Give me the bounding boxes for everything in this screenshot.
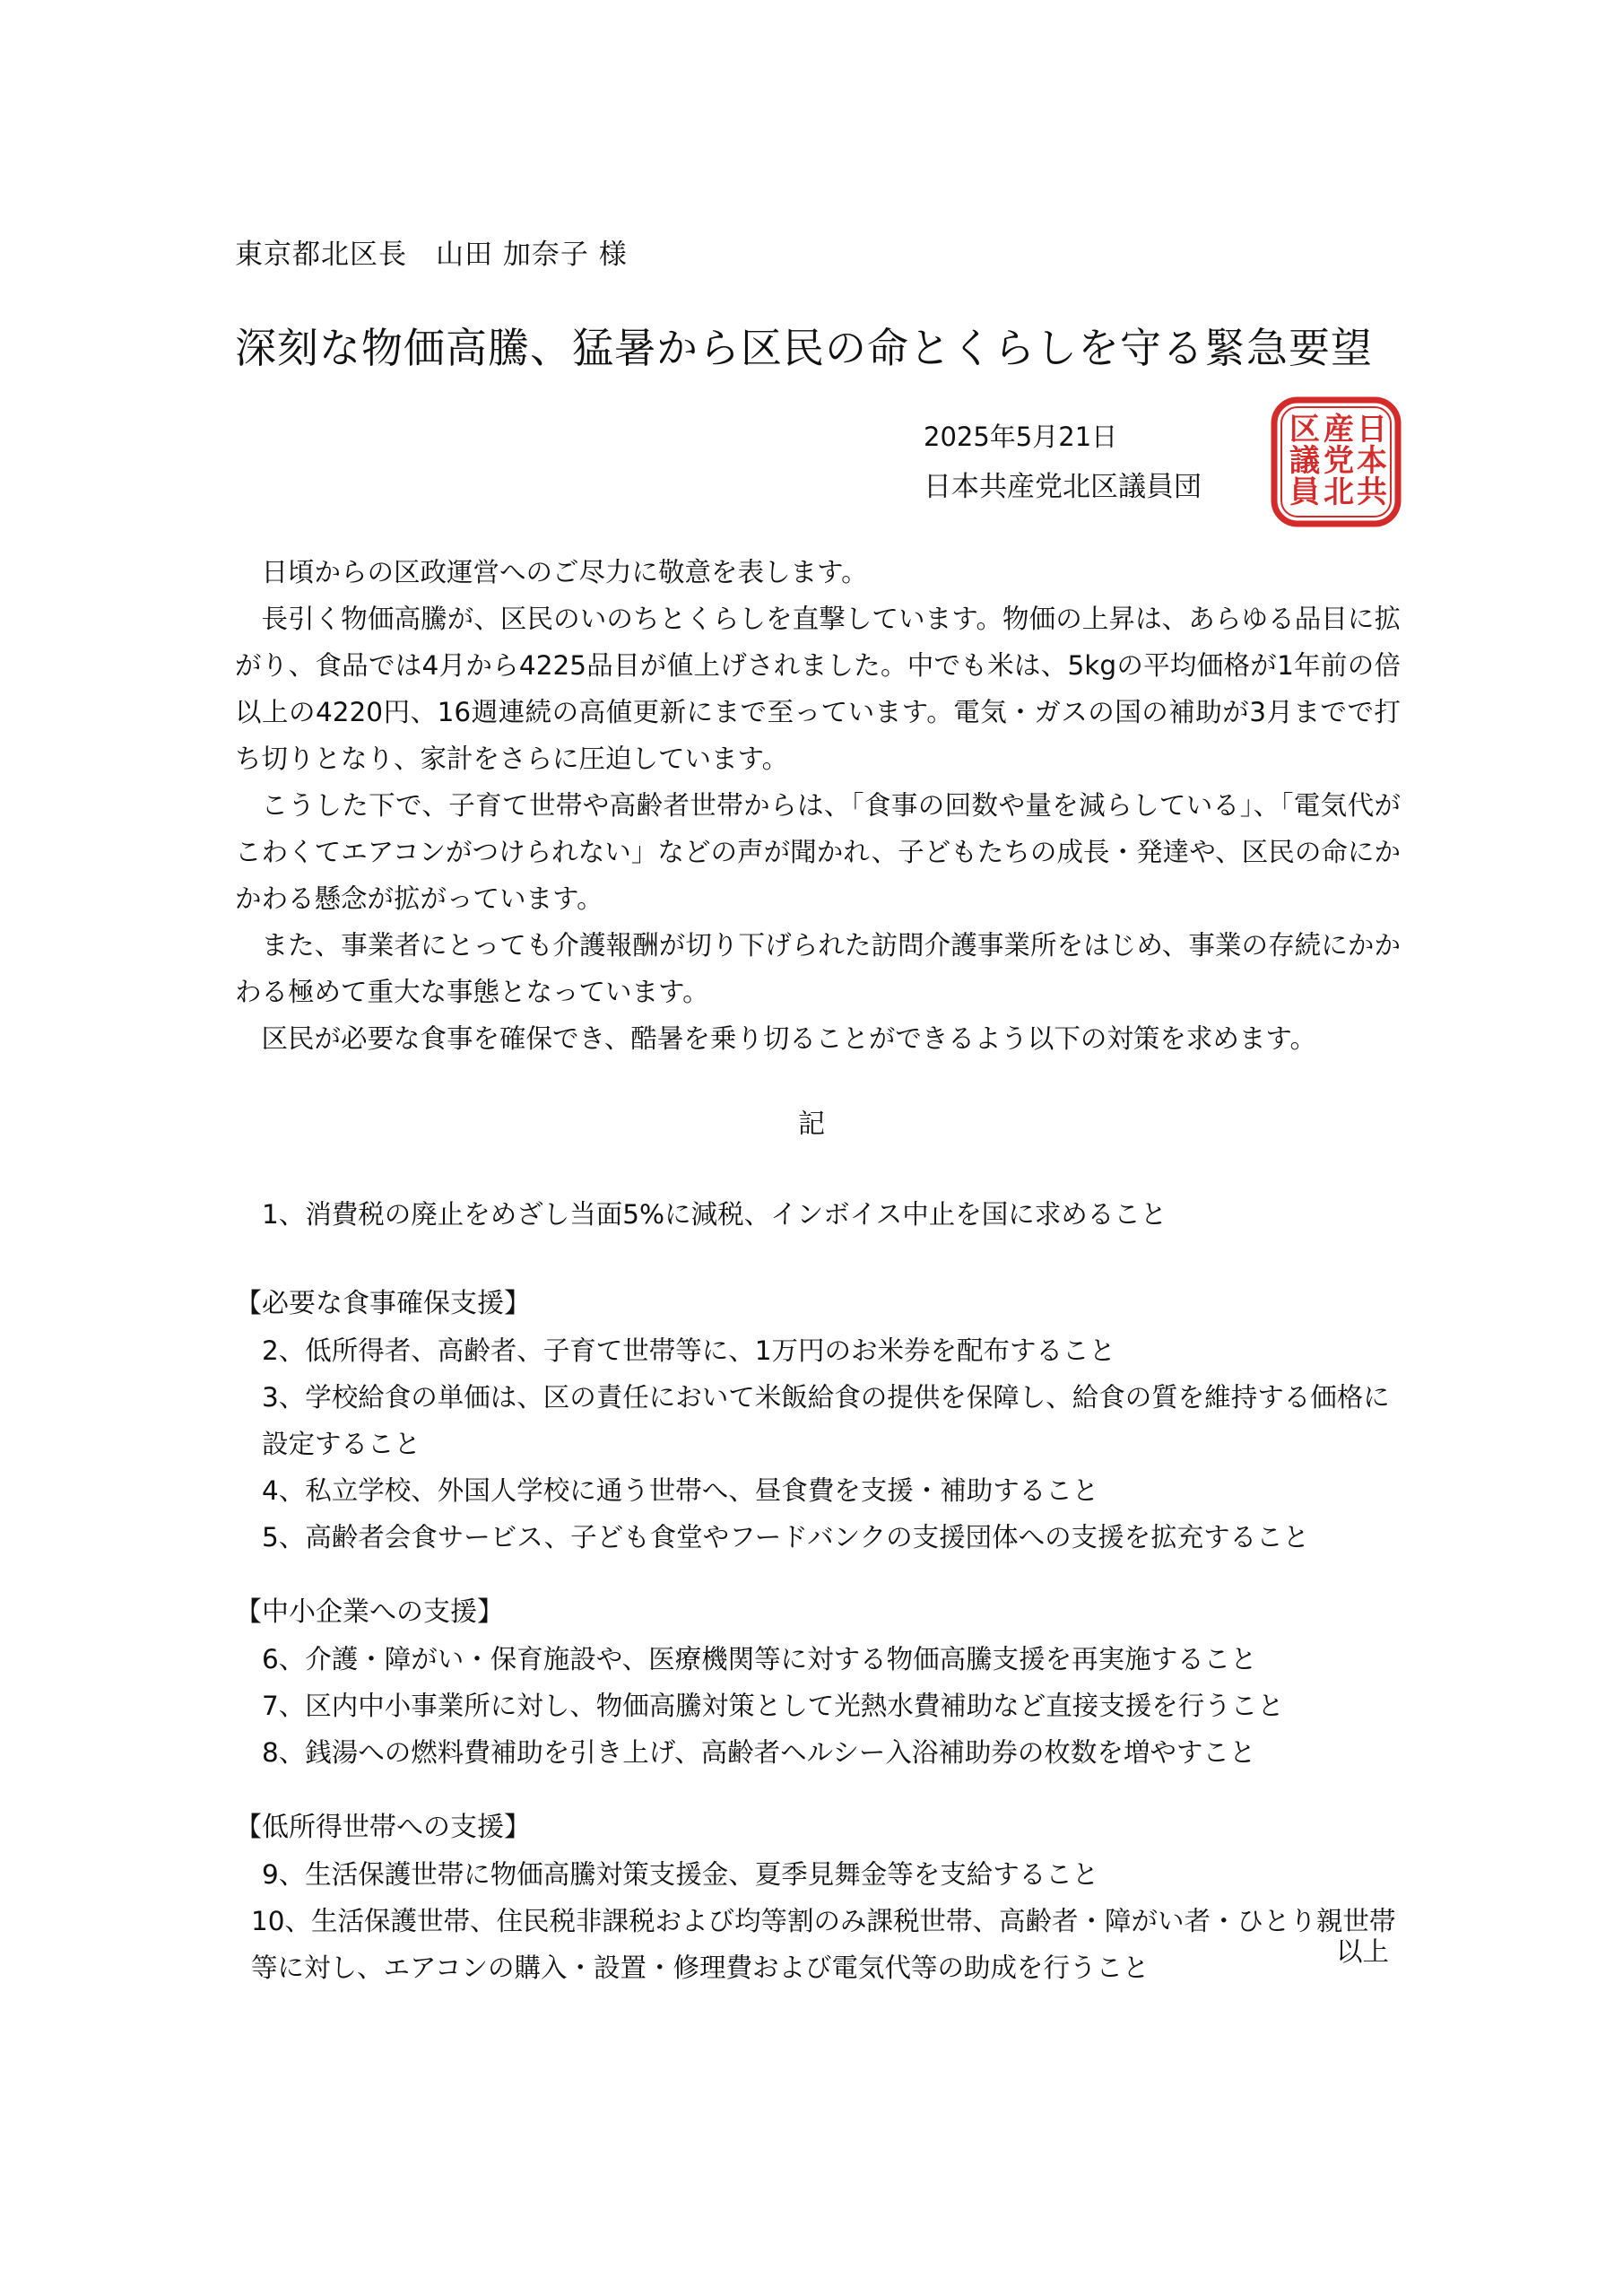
paragraph: また、事業者にとっても介護報酬が切り下げられた訪問介護事業所をはじめ、事業の存続にかかわる極めて重大な事態となっています。 — [235, 930, 1401, 1007]
section-heading: 【必要な食事確保支援】 — [235, 1288, 531, 1319]
ki-marker: 記 — [798, 1109, 825, 1140]
paragraph: 長引く物価高騰が、区民のいのちとくらしを直撃しています。物価の上昇は、あらゆる品目に拡がり、食品では4月から4225品目が値上げされました。中でも米は、5kgの平均価格が1年前の倍以上の4220円、16週連続の高値更新にまで至っています。電気・ガスの国の補助が3月までで打ち切りとなり、家計をさらに圧迫しています。 — [235, 604, 1402, 774]
svg-text:員: 員 — [1289, 474, 1320, 510]
paragraph: こうした下で、子育て世帯や高齢者世帯からは、「食事の回数や量を減らしている」、「電気代がこわくてエアコンがつけられない」などの声が聞かれ、子どもたちの成長・発達や、区民の命にかかわる懸念が拡がっています。 — [235, 790, 1401, 914]
svg-text:日: 日 — [1357, 412, 1387, 448]
list-item: 3、学校給食の単価は、区の責任において米飯給食の提供を保障し、給食の質を維持する価格に設定すること — [262, 1382, 1390, 1459]
list-item: 7、区内中小事業所に対し、物価高騰対策として光熱水費補助など直接支援を行うこと — [262, 1691, 1284, 1721]
list-item: 9、生活保護世帯に物価高騰対策支援金、夏季見舞金等を支給すること — [262, 1859, 1099, 1890]
list-item: 2、低所得者、高齢者、子育て世帯等に、1万円のお米券を配布すること — [262, 1335, 1116, 1366]
paragraph: 日頃からの区政運営へのご尽力に敬意を表します。 — [261, 557, 868, 587]
organization-name: 日本共産党北区議員団 — [924, 471, 1202, 503]
request-list — [235, 1191, 1401, 1991]
svg-text:党: 党 — [1324, 443, 1354, 479]
closing-mark: 以上 — [1336, 1936, 1390, 1967]
svg-text:産: 産 — [1324, 412, 1354, 448]
section-heading: 【低所得世帯への支援】 — [235, 1812, 531, 1843]
section-heading: 【中小企業への支援】 — [235, 1596, 504, 1628]
list-item: 6、介護・障がい・保育施設や、医療機関等に対する物価高騰支援を再実施すること — [262, 1644, 1257, 1674]
svg-text:区: 区 — [1289, 412, 1320, 448]
list-item: 8、銭湯への燃料費補助を引き上げ、高齢者ヘルシー入浴補助券の枚数を増やすこと — [262, 1737, 1256, 1768]
svg-text:本: 本 — [1357, 443, 1387, 479]
svg-text:共: 共 — [1357, 474, 1387, 510]
document-date: 2025年5月21日 — [924, 422, 1118, 452]
list-item: 10、生活保護世帯、住民税非課税および均等割のみ課税世帯、高齢者・障がい者・ひとり親世帯等に対し、エアコンの購入・設置・修理費および電気代等の助成を行うこと — [251, 1906, 1396, 1983]
list-item: 1、消費税の廃止をめざし当面5%に減税、インボイス中止を国に求めること — [262, 1199, 1167, 1230]
list-item: 4、私立学校、外国人学校に通う世帯へ、昼食費を支援・補助すること — [262, 1475, 1099, 1506]
seal-stamp-icon — [1269, 395, 1403, 529]
document-title: 深刻な物価高騰、猛暑から区民の命とくらしを守る緊急要望 — [235, 324, 1373, 372]
body-text — [235, 549, 1401, 1062]
paragraph: 区民が必要な食事を確保でき、酷暑を乗り切ることができるよう以下の対策を求めます。 — [261, 1023, 1316, 1054]
svg-text:北: 北 — [1324, 474, 1354, 510]
svg-text:議: 議 — [1289, 443, 1320, 479]
addressee: 東京都北区長 山田 加奈子 様 — [235, 239, 628, 271]
list-item: 5、高齢者会食サービス、子ども食堂やフードバンクの支援団体への支援を拡充すること — [262, 1522, 1310, 1552]
